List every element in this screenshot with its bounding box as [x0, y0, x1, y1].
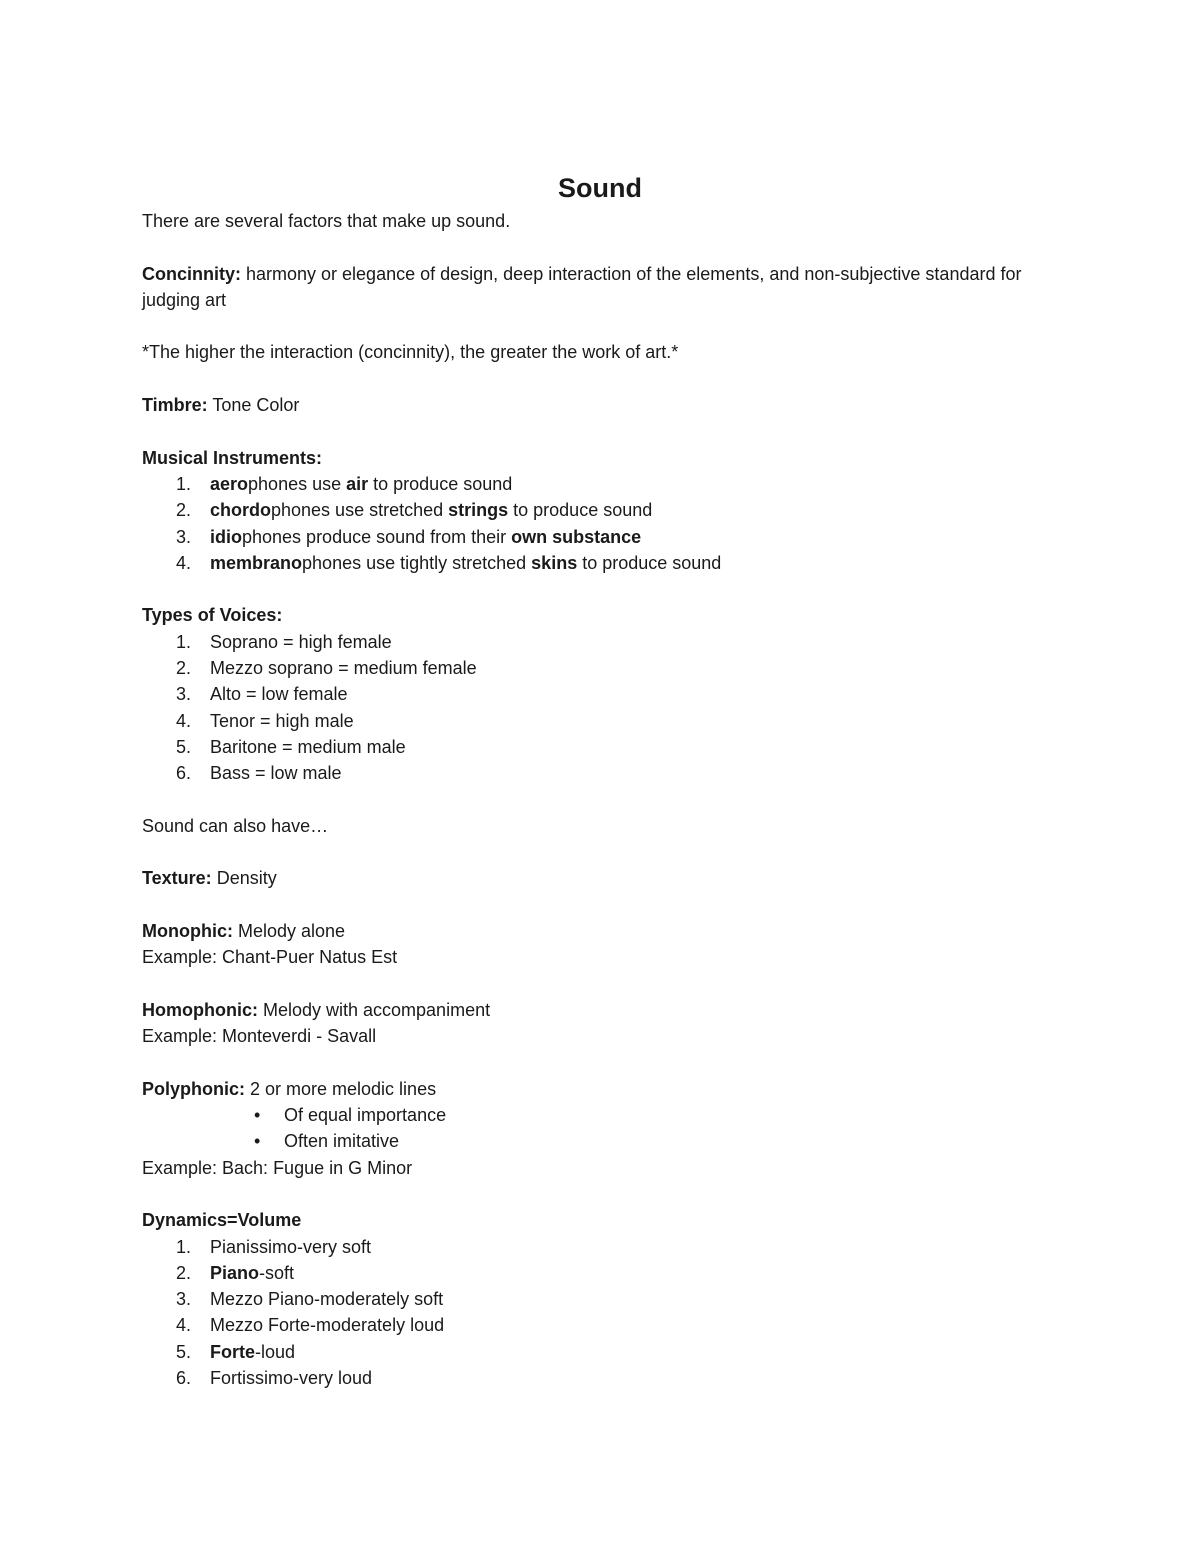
list-number: 1.	[176, 1236, 192, 1257]
spacer	[142, 1050, 1022, 1076]
list-item-text	[210, 1339, 295, 1365]
dynamics-heading: Dynamics=Volume	[142, 1210, 302, 1231]
list-item	[142, 524, 1022, 550]
voices-list	[142, 629, 1022, 787]
text-fragment: phones use tightly stretched	[302, 552, 532, 573]
spacer	[142, 234, 1022, 260]
concinnity-text: harmony or elegance of design, deep interaction of the elements, and non-subjective standard for judging art	[142, 263, 1022, 310]
concinnity-term: Concinnity:	[142, 263, 241, 284]
list-item-text: Tenor = high male	[210, 710, 354, 731]
bold-fragment: own substance	[511, 526, 642, 547]
list-number: 1.	[176, 631, 192, 652]
monophic-definition	[142, 918, 1022, 944]
also-text: Sound can also have…	[142, 815, 329, 836]
list-number: 3.	[176, 1289, 192, 1310]
spacer	[142, 313, 1022, 339]
monophic-term: Monophic:	[142, 921, 233, 942]
spacer	[142, 576, 1022, 602]
list-item	[142, 1260, 1022, 1286]
instruments-heading: Musical Instruments:	[142, 447, 323, 468]
list-item	[142, 497, 1022, 523]
bold-fragment: air	[346, 473, 369, 494]
list-item-text	[210, 550, 721, 576]
list-item	[142, 550, 1022, 576]
list-number: 2.	[176, 1262, 192, 1283]
list-item-text	[210, 1234, 371, 1260]
list-item	[142, 1339, 1022, 1365]
polyphonic-definition	[142, 1076, 1022, 1102]
list-item	[142, 734, 1022, 760]
list-item-text	[210, 1286, 443, 1312]
bullet-text: Of equal importance	[284, 1105, 447, 1126]
timbre-text: Tone Color	[207, 395, 300, 416]
list-item-text	[210, 1312, 444, 1338]
homophonic-example: Example: Monteverdi - Savall	[142, 1026, 377, 1047]
homophonic-term: Homophonic:	[142, 999, 258, 1020]
dynamics-list	[142, 1234, 1022, 1392]
bullet-item	[142, 1102, 1022, 1128]
text-fragment: phones use	[248, 473, 347, 494]
spacer	[142, 892, 1022, 918]
list-number: 1.	[176, 473, 192, 494]
monophic-text: Melody alone	[232, 921, 346, 942]
text-fragment: to produce sound	[577, 552, 722, 573]
monophic-example: Example: Chant-Puer Natus Est	[142, 947, 398, 968]
intro-text: There are several factors that make up sound.	[142, 211, 511, 231]
polyphonic-bullets	[142, 1102, 1022, 1155]
list-item	[142, 681, 1022, 707]
list-item	[142, 471, 1022, 497]
spacer	[142, 1181, 1022, 1207]
list-item	[142, 1312, 1022, 1338]
spacer	[142, 418, 1022, 444]
list-number: 6.	[176, 763, 192, 784]
polyphonic-term: Polyphonic:	[142, 1078, 245, 1099]
interaction-note: *The higher the interaction (concinnity), the greater the work of art.*	[142, 342, 679, 363]
list-item-text: Soprano = high female	[210, 631, 392, 652]
bold-fragment: Piano	[210, 1262, 260, 1283]
list-item-text	[210, 1260, 294, 1286]
homophonic-definition	[142, 997, 1022, 1023]
spacer	[142, 787, 1022, 813]
list-item-text: Bass = low male	[210, 763, 342, 784]
concinnity-definition	[142, 261, 1022, 314]
list-number: 2.	[176, 500, 192, 521]
list-number: 5.	[176, 736, 192, 757]
list-number: 4.	[176, 710, 192, 731]
bullet-item	[142, 1128, 1022, 1154]
list-item-text	[210, 497, 652, 523]
timbre-definition	[142, 392, 1022, 418]
list-item	[142, 708, 1022, 734]
list-item-text: Baritone = medium male	[210, 736, 406, 757]
list-number: 2.	[176, 658, 192, 679]
list-item	[142, 629, 1022, 655]
text-fragment: to produce sound	[368, 473, 513, 494]
text-fragment: -soft	[259, 1262, 295, 1283]
text-fragment: Fortissimo-very loud	[210, 1368, 373, 1389]
text-fragment: phones produce sound from their	[242, 526, 512, 547]
polyphonic-example: Example: Bach: Fugue in G Minor	[142, 1157, 413, 1178]
bullet-text: Often imitative	[284, 1131, 400, 1152]
list-number: 4.	[176, 552, 192, 573]
bold-fragment: skins	[531, 552, 578, 573]
list-number: 3.	[176, 684, 192, 705]
list-item-text	[210, 1365, 372, 1391]
bold-fragment: idio	[210, 526, 242, 547]
list-item-text: Alto = low female	[210, 684, 348, 705]
bullet-icon: •	[254, 1131, 261, 1152]
page-title: Sound	[558, 173, 642, 203]
text-fragment: phones use stretched	[271, 500, 449, 521]
list-item-text	[210, 524, 641, 550]
bullet-icon: •	[254, 1105, 261, 1126]
list-item	[142, 760, 1022, 786]
list-item	[142, 655, 1022, 681]
text-fragment: Mezzo Piano-moderately soft	[210, 1289, 444, 1310]
list-number: 5.	[176, 1341, 192, 1362]
texture-term: Texture:	[142, 868, 212, 889]
text-fragment: -loud	[255, 1341, 296, 1362]
bold-fragment: membrano	[210, 552, 303, 573]
polyphonic-text: 2 or more melodic lines	[245, 1078, 437, 1099]
homophonic-text: Melody with accompaniment	[257, 999, 491, 1020]
list-item	[142, 1365, 1022, 1391]
timbre-term: Timbre:	[142, 395, 208, 416]
spacer	[142, 839, 1022, 865]
instruments-list	[142, 471, 1022, 576]
list-number: 6.	[176, 1368, 192, 1389]
bold-fragment: chordo	[210, 500, 271, 521]
text-fragment: Pianissimo-very soft	[210, 1236, 372, 1257]
spacer	[142, 971, 1022, 997]
list-number: 4.	[176, 1315, 192, 1336]
voices-heading: Types of Voices:	[142, 605, 283, 626]
texture-text: Density	[211, 868, 277, 889]
text-fragment: to produce sound	[508, 500, 653, 521]
document-body	[142, 208, 1022, 1391]
text-fragment: Mezzo Forte-moderately loud	[210, 1315, 445, 1336]
list-item-text: Mezzo soprano = medium female	[210, 658, 477, 679]
list-item	[142, 1234, 1022, 1260]
bold-fragment: aero	[210, 473, 249, 494]
list-item-text	[210, 471, 512, 497]
list-number: 3.	[176, 526, 192, 547]
bold-fragment: strings	[448, 500, 509, 521]
list-item	[142, 1286, 1022, 1312]
texture-definition	[142, 865, 1022, 891]
spacer	[142, 366, 1022, 392]
bold-fragment: Forte	[210, 1341, 255, 1362]
